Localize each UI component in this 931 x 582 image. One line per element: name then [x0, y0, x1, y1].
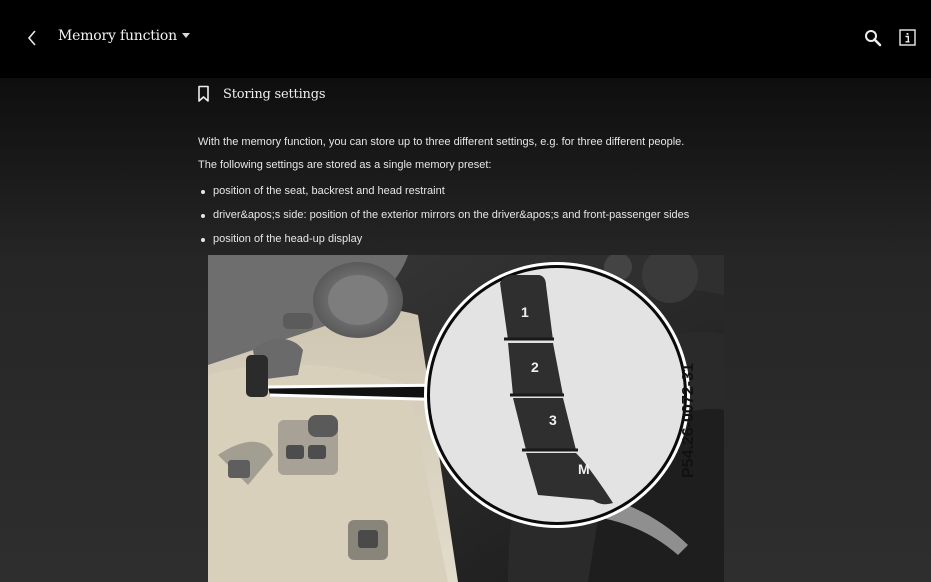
memory-button-m: M [578, 461, 590, 477]
intro-paragraph: With the memory function, you can store up to three different settings, e.g. for three different people. [198, 136, 685, 148]
chevron-left-icon [26, 29, 38, 47]
page-title: Memory function [58, 28, 177, 44]
list-item: position of the seat, backrest and head restraint [198, 179, 738, 203]
top-bar [0, 0, 931, 78]
search-button[interactable] [863, 28, 883, 48]
list-item: position of the head-up display [198, 227, 738, 251]
memory-button-1: 1 [521, 304, 529, 320]
section-title: Storing settings [223, 86, 326, 102]
info-icon [899, 29, 916, 46]
title-dropdown[interactable] [58, 28, 190, 44]
list-item: driver&apos;s side: position of the exterior mirrors on the driver&apos;s and front-passenger sides [198, 203, 738, 227]
caret-down-icon [182, 33, 190, 38]
search-icon [863, 28, 883, 48]
memory-buttons-illustration [208, 255, 724, 582]
content-body [198, 131, 738, 251]
settings-list [198, 179, 738, 251]
info-button[interactable] [899, 29, 916, 46]
back-button[interactable] [20, 26, 44, 50]
section-header [197, 85, 325, 103]
memory-button-3: 3 [549, 412, 557, 428]
lead-paragraph: The following settings are stored as a single memory preset: [198, 159, 492, 171]
memory-button-2: 2 [531, 359, 539, 375]
figure-code-text: P54.26-0072-31 [680, 363, 697, 478]
figure-code [680, 363, 698, 478]
bookmark-icon[interactable] [197, 85, 210, 103]
